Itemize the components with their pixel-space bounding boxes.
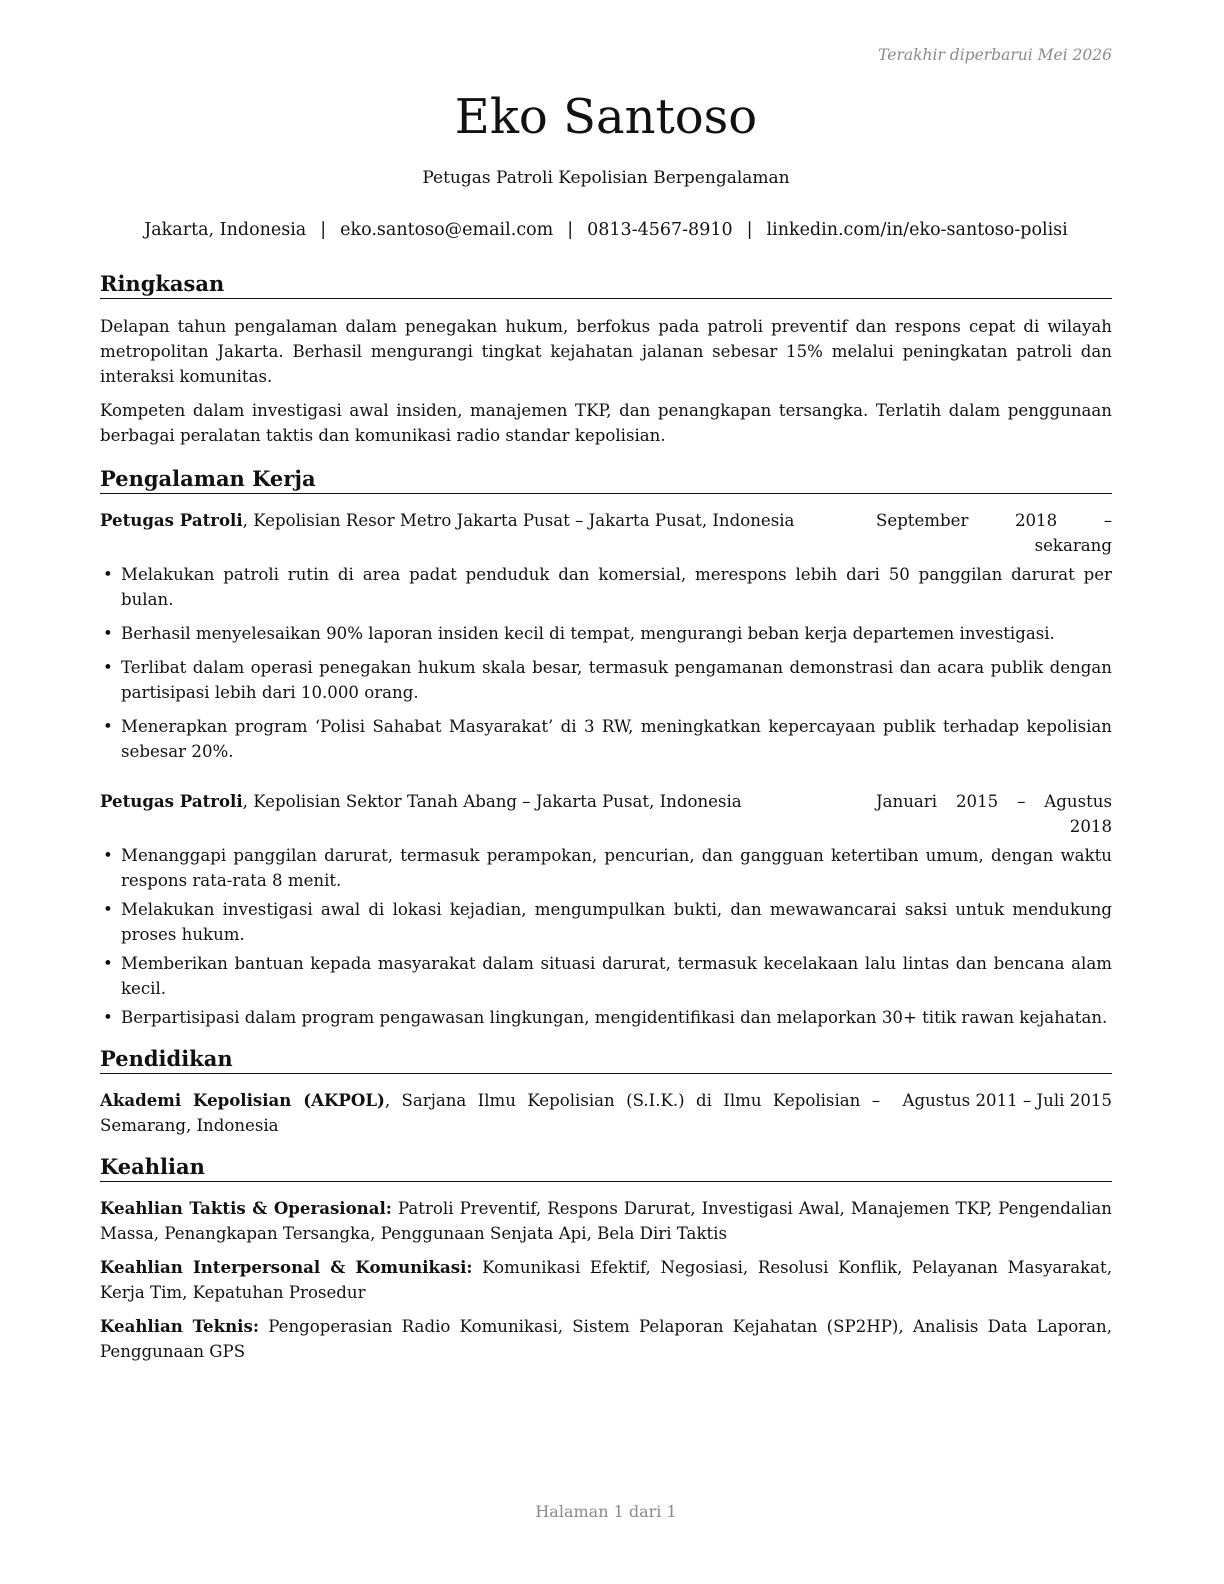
contact-phone: 0813-4567-8910 [587,220,733,240]
resume-content [100,270,1112,1364]
education-details [100,1088,880,1138]
contact-separator: | [746,220,753,240]
skill-group-list: Patroli Preventif, Respons Darurat, Investigasi Awal, Manajemen TKP, Pengendalian Massa, Penangkapan Tersangka, Penggunaan Senjata Api, Bela Diri Taktis [100,1199,1112,1243]
job-entry [100,508,1112,764]
candidate-name: Eko Santoso [454,89,758,145]
contact-line [100,220,1112,240]
education-entry [100,1088,1112,1138]
job-header [100,789,1112,839]
skill-group [100,1314,1112,1364]
job-title [100,508,860,558]
job-title [100,789,860,839]
skill-group-label: Keahlian Teknis: [100,1316,259,1336]
page-number-footer: Halaman 1 dari 1 [535,1502,677,1521]
contact-separator: | [567,220,574,240]
contact-separator: | [320,220,327,240]
section-title-skills: Keahlian [100,1153,1112,1182]
job-bullet: • Terlibat dalam operasi penegakan hukum skala besar, termasuk pengamanan demonstrasi dan acara publik dengan partisipasi lebih dari 10.000 orang. [100,655,1112,705]
summary-paragraph: Delapan tahun pengalaman dalam penegakan hukum, berfokus pada patroli preventif dan respons cepat di wilayah metropolitan Jakarta. Berhasil mengurangi tingkat kejahatan jalanan sebesar 15% melalui peningkatan patroli dan interaksi komunitas. [100,317,1112,386]
contact-linkedin[interactable]: linkedin.com/in/eko-santoso-polisi [766,220,1068,240]
job-bullets [100,562,1112,764]
skill-group [100,1196,1112,1246]
job-bullet: • Berpartisipasi dalam program pengawasan lingkungan, mengidentifikasi dan melaporkan 30+ titik rawan kejahatan. [100,1005,1112,1030]
section-title-education: Pendidikan [100,1045,1112,1074]
job-dates: September 2018 – sekarang [876,511,1112,555]
job-bullet: • Melakukan investigasi awal di lokasi kejadian, mengumpulkan bukti, dan mewawancarai saksi untuk mendukung proses hukum. [100,897,1112,947]
skills-section [100,1196,1112,1364]
education-dates: Agustus 2011 – Juli 2015 [902,1091,1112,1110]
job-bullet: • Menerapkan program ‘Polisi Sahabat Masyarakat’ di 3 RW, meningkatkan kepercayaan publik terhadap kepolisian sebesar 20%. [100,714,1112,764]
skill-group-label: Keahlian Taktis & Operasional: [100,1198,392,1218]
job-organization: , Kepolisian Resor Metro Jakarta Pusat – Jakarta Pusat, Indonesia [242,511,795,530]
education-school: Akademi Kepolisian (AKPOL) [100,1090,385,1110]
job-organization: , Kepolisian Sektor Tanah Abang – Jakarta Pusat, Indonesia [242,792,742,811]
skill-group [100,1255,1112,1305]
job-role: Petugas Patroli [100,510,243,530]
section-title-summary: Ringkasan [100,270,1112,299]
skill-group-label: Keahlian Interpersonal & Komunikasi: [100,1257,473,1277]
skill-group-list: Komunikasi Efektif, Negosiasi, Resolusi Konflik, Pelayanan Masyarakat, Kerja Tim, Kepatuhan Prosedur [100,1258,1112,1302]
summary-paragraph: Kompeten dalam investigasi awal insiden, manajemen TKP, dan penangkapan tersangka. Terlatih dalam penggunaan berbagai peralatan taktis dan komunikasi radio standar kepolisian. [100,401,1112,445]
contact-location: Jakarta, Indonesia [144,220,307,240]
job-header [100,508,1112,558]
job-dates: Januari 2015 – Agustus 2018 [876,792,1112,836]
resume-page [100,0,1112,1584]
skill-group-list: Pengoperasian Radio Komunikasi, Sistem Pelaporan Kejahatan (SP2HP), Analisis Data Laporan, Penggunaan GPS [100,1317,1112,1361]
last-updated-note: Terakhir diperbarui Mei 2026 [878,46,1112,64]
education-degree: , Sarjana Ilmu Kepolisian (S.I.K.) di Ilmu Kepolisian – Semarang, Indonesia [100,1091,880,1135]
job-bullet: • Melakukan patroli rutin di area padat penduduk dan komersial, merespons lebih dari 50 panggilan darurat per bulan. [100,562,1112,612]
job-bullets [100,843,1112,1030]
job-entry [100,789,1112,1030]
job-bullet: • Berhasil menyelesaikan 90% laporan insiden kecil di tempat, mengurangi beban kerja departemen investigasi. [100,621,1112,646]
section-title-experience: Pengalaman Kerja [100,465,1112,494]
job-bullet: • Memberikan bantuan kepada masyarakat dalam situasi darurat, termasuk kecelakaan lalu lintas dan bencana alam kecil. [100,951,1112,1001]
contact-email[interactable]: eko.santoso@email.com [340,220,554,240]
job-role: Petugas Patroli [100,791,243,811]
summary-section [100,314,1112,448]
candidate-tagline: Petugas Patroli Kepolisian Berpengalaman [422,168,790,188]
job-bullet: • Menanggapi panggilan darurat, termasuk perampokan, pencurian, dan gangguan ketertiban umum, dengan waktu respons rata-rata 8 menit. [100,843,1112,893]
